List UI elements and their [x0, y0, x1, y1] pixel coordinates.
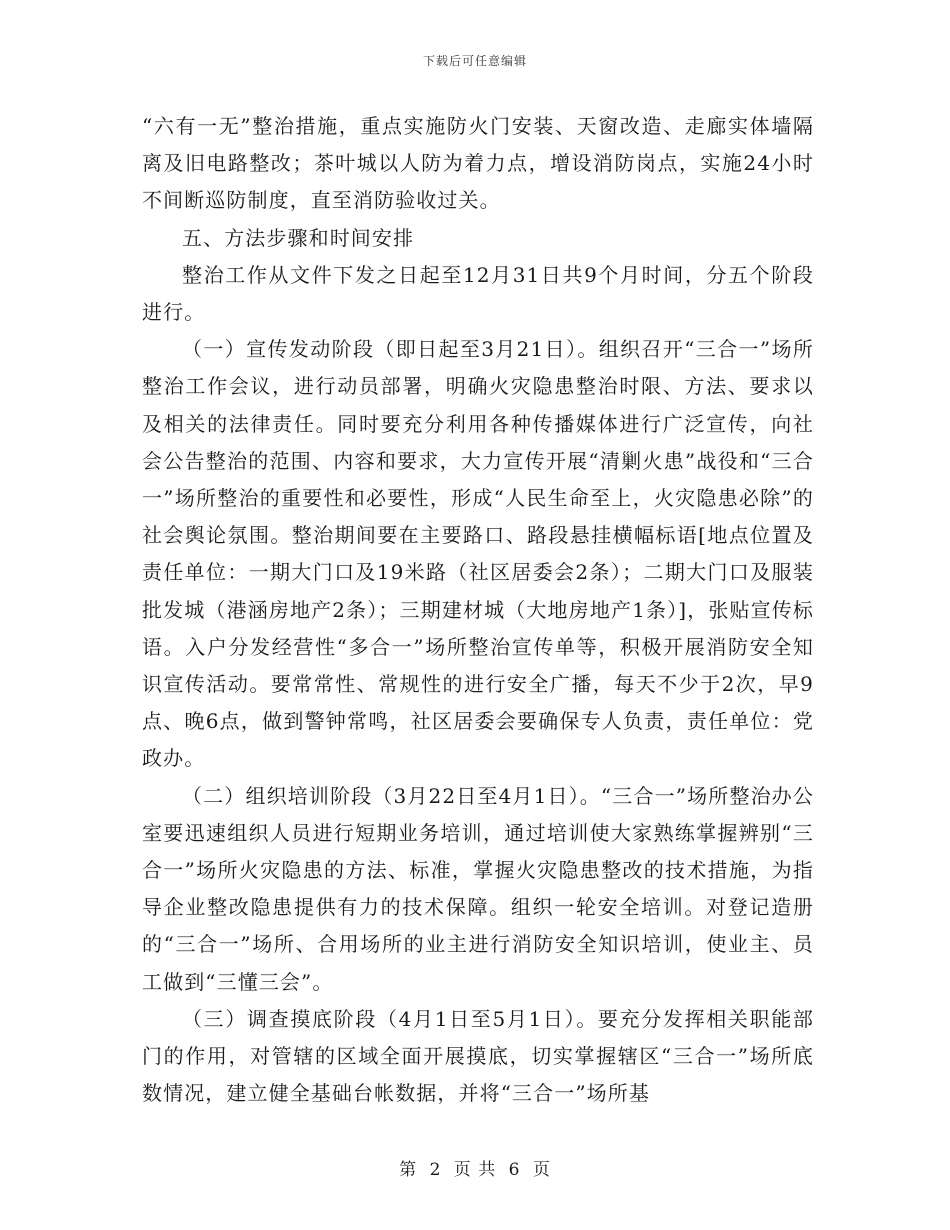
footer-prefix: 第	[399, 1160, 418, 1180]
paragraph-intro: 整治工作从文件下发之日起至12月31日共9个月时间，分五个阶段进行。	[142, 262, 814, 325]
footer-total-pages: 6	[508, 1160, 521, 1180]
page-header: 下载后可任意编辑	[422, 54, 527, 68]
document-body	[142, 108, 814, 1112]
page-footer	[0, 1155, 950, 1180]
footer-page-number: 2	[429, 1160, 442, 1180]
footer-suffix: 页	[532, 1160, 551, 1180]
section-heading: 五、方法步骤和时间安排	[182, 225, 415, 250]
paragraph-continuation: “六有一无”整治措施，重点实施防火门安装、天窗改造、走廊实体墙隔离及旧电路整改；茶叶城以人防为着力点，增设消防岗点，实施24小时不间断巡防制度，直至消防验收过关。	[142, 114, 814, 213]
footer-middle: 页 共	[453, 1160, 497, 1180]
paragraph-stage-3: （三）调查摸底阶段（4月1日至5月1日）。要充分发挥相关职能部门的作用，对管辖的区域全面开展摸底，切实掌握辖区“三合一”场所底数情况，建立健全基础台帐数据，并将“三合一”场所基	[142, 1006, 814, 1106]
paragraph-stage-2: （二）组织培训阶段（3月22日至4月1日）。“三合一”场所整治办公室要迅速组织人员进行短期业务培训，通过培训使大家熟练掌握辨别“三合一”场所火灾隐患的方法、标准，掌握火灾隐患整改的技术措施，为指导企业整改隐患提供有力的技术保障。组织一轮安全培训。对登记造册的“三合一”场所、合用场所的业主进行消防安全知识培训，使业主、员工做到“三懂三会”。	[142, 783, 814, 994]
paragraph-stage-1: （一）宣传发动阶段（即日起至3月21日）。组织召开“三合一”场所整治工作会议，进行动员部署，明确火灾隐患整治时限、方法、要求以及相关的法律责任。同时要充分利用各种传播媒体进行广泛宣传，向社会公告整治的范围、内容和要求，大力宣传开展“清剿火患”战役和“三合一”场所整治的重要性和必要性，形成“人民生命至上，火灾隐患必除”的社会舆论氛围。整治期间要在主要路口、路段悬挂横幅标语[地点位置及责任单位：一期大门口及19米路（社区居委会2条）；二期大门口及服装批发城（港涵房地产2条）；三期建材城（大地房地产1条）]，张贴宣传标语。入户分发经营性“多合一”场所整治宣传单等，积极开展消防安全知识宣传活动。要常常性、常规性的进行安全广播，每天不少于2次，早9点、晚6点，做到警钟常鸣，社区居委会要确保专人负责，责任单位：党政办。	[142, 337, 814, 771]
